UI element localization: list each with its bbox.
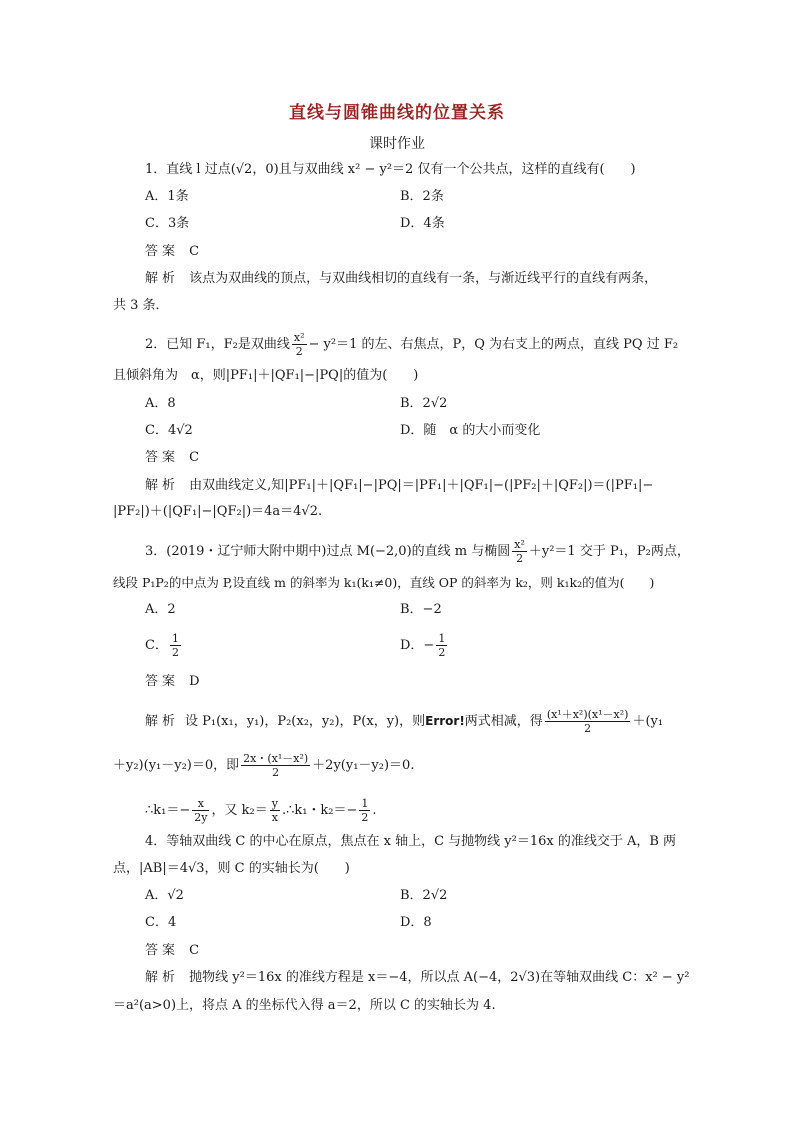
option-fraction bbox=[170, 632, 181, 659]
frac-numerator: (x¹＋x²)(x¹－x²) bbox=[546, 708, 629, 721]
q1-option-a: A．1条 bbox=[145, 189, 189, 204]
q1-option-d: D．4条 bbox=[400, 216, 445, 231]
explanation-label: 解析 bbox=[145, 970, 180, 985]
q3-stem-line2: 线段 P₁P₂的中点为 P,设直线 m 的斜率为 k₁(k₁≠0)，直线 OP 的斜率为 k₂，则 k₁k₂的值为( ) bbox=[113, 575, 655, 590]
frac-denominator: 2 bbox=[295, 345, 303, 358]
q1-explanation-line2: 共 3 条． bbox=[113, 298, 169, 313]
option-fraction bbox=[436, 632, 447, 659]
explanation-text: .∴k₁・k₂＝− bbox=[281, 803, 358, 818]
q3-stem-line1 bbox=[145, 538, 690, 565]
q4-option-b: B．2√2 bbox=[400, 888, 448, 903]
explanation-fraction bbox=[241, 752, 310, 779]
q4-explanation-line1 bbox=[145, 968, 689, 988]
explanation-text: ＋y₂)(y₁－y₂)＝0，即 bbox=[113, 758, 240, 773]
frac-numerator: x² bbox=[293, 331, 305, 344]
frac-numerator: 1 bbox=[361, 797, 369, 810]
q3-option-b: B．−2 bbox=[400, 602, 442, 617]
answer-value: C bbox=[189, 244, 200, 259]
answer-label: 答案 bbox=[145, 244, 180, 259]
answer-label: 答案 bbox=[145, 450, 180, 465]
q3-explanation-line2 bbox=[113, 752, 414, 779]
q2-stem-line2: 且倾斜角为 α，则|PF₁|＋|QF₁|−|PQ|的值为( ) bbox=[113, 368, 419, 383]
frac-denominator: 2y bbox=[194, 811, 208, 824]
error-text: Error! bbox=[425, 714, 465, 728]
q4-stem-line1: 4．等轴双曲线 C 的中心在原点，焦点在 x 轴上，C 与抛物线 y²＝16x 的准线交于 A，B 两 bbox=[145, 834, 677, 849]
explanation-fraction bbox=[359, 797, 370, 824]
answer-label: 答案 bbox=[145, 943, 180, 958]
explanation-text: 由双曲线定义,知|PF₁|＋|QF₁|−|PQ|＝|PF₁|＋|QF₁|−(|PF₂|＋|QF₂|)＝(|PF₁|− bbox=[189, 478, 654, 493]
q4-option-c: C．4 bbox=[145, 915, 177, 930]
answer-label: 答案 bbox=[145, 674, 180, 689]
option-letter: D．− bbox=[400, 638, 435, 653]
frac-numerator: 1 bbox=[171, 632, 179, 645]
explanation-fraction bbox=[270, 797, 280, 824]
q2-option-c: C．4√2 bbox=[145, 423, 193, 438]
q2-explanation-line1 bbox=[145, 476, 653, 496]
option-letter: C． bbox=[145, 638, 168, 653]
frac-numerator: 1 bbox=[438, 632, 446, 645]
explanation-text: ＋2y(y₁－y₂)＝0. bbox=[312, 758, 415, 773]
page-subtitle: 课时作业 bbox=[369, 136, 425, 152]
q3-fraction bbox=[512, 538, 527, 565]
page-title: 直线与圆锥曲线的位置关系 bbox=[289, 103, 505, 123]
explanation-fraction bbox=[192, 797, 209, 824]
explanation-label: 解析 bbox=[145, 478, 180, 493]
frac-numerator: 2x・(x¹－x²) bbox=[243, 752, 309, 765]
q1-option-b: B．2条 bbox=[400, 189, 444, 204]
answer-value: D bbox=[189, 674, 200, 689]
explanation-text: ＋(y₁ bbox=[632, 714, 664, 729]
q3-explanation-line3 bbox=[145, 797, 377, 824]
frac-denominator: 2 bbox=[171, 646, 179, 659]
frac-denominator: x bbox=[271, 811, 278, 824]
q4-option-a: A．√2 bbox=[145, 888, 184, 903]
q2-fraction bbox=[292, 331, 307, 358]
answer-value: C bbox=[189, 943, 200, 958]
explanation-text: 设 P₁(x₁，y₁)，P₂(x₂，y₂)，P(x，y)，则 bbox=[185, 714, 426, 729]
q2-option-b: B．2√2 bbox=[400, 396, 448, 411]
q4-stem-line2: 点，|AB|＝4√3，则 C 的实轴长为( ) bbox=[113, 861, 350, 876]
q2-stem-line1 bbox=[145, 331, 678, 358]
q3-option-a: A．2 bbox=[145, 602, 176, 617]
explanation-fraction bbox=[545, 708, 631, 735]
q1-stem: 1．直线 l 过点(√2，0)且与双曲线 x² − y²＝2 仅有一个公共点，这样的直线有( ) bbox=[145, 162, 636, 177]
explanation-text: 抛物线 y²＝16x 的准线方程是 x＝−4，所以点 A(−4，2√3)在等轴双曲线 C：x² − y² bbox=[189, 970, 690, 985]
q1-answer bbox=[145, 242, 199, 262]
q4-option-d: D．8 bbox=[400, 915, 432, 930]
explanation-label: 解析 bbox=[145, 714, 180, 729]
q4-answer bbox=[145, 941, 199, 961]
q4-explanation-line2: ＝a²(a>0)上，将点 A 的坐标代入得 a＝2，所以 C 的实轴长为 4. bbox=[113, 998, 496, 1013]
q3-answer bbox=[145, 672, 200, 692]
explanation-text: . bbox=[372, 803, 377, 818]
q2-explanation-line2: |PF₂|)＋(|QF₁|−|QF₂|)＝4a＝4√2. bbox=[113, 504, 323, 519]
frac-numerator: x² bbox=[514, 538, 525, 551]
q1-explanation-line1 bbox=[145, 269, 657, 289]
explanation-label: 解析 bbox=[145, 271, 180, 286]
frac-denominator: 2 bbox=[438, 646, 446, 659]
frac-denominator: 2 bbox=[272, 766, 280, 779]
frac-denominator: 2 bbox=[361, 811, 369, 824]
explanation-text: 两式相减，得 bbox=[464, 714, 543, 729]
q2-stem-end: − y²＝1 的左、右焦点，P，Q 为右支上的两点，直线 PQ 过 F₂ bbox=[308, 337, 679, 352]
q3-stem-end: ＋y²＝1 交于 P₁，P₂两点， bbox=[528, 544, 690, 559]
q2-answer bbox=[145, 448, 199, 468]
q2-stem-start: 2．已知 F₁，F₂是双曲线 bbox=[145, 337, 290, 352]
q2-option-a: A．8 bbox=[145, 396, 176, 411]
q2-option-d: D．随 α 的大小而变化 bbox=[400, 423, 541, 438]
q3-stem-start: 3．(2019・辽宁师大附中期中)过点 M(−2,0)的直线 m 与椭圆 bbox=[145, 544, 511, 559]
frac-numerator: x bbox=[192, 797, 209, 811]
explanation-text: 该点为双曲线的顶点，与双曲线相切的直线有一条，与渐近线平行的直线有两条， bbox=[189, 271, 658, 286]
answer-value: C bbox=[189, 450, 200, 465]
frac-denominator: 2 bbox=[584, 722, 592, 735]
q3-option-d bbox=[400, 632, 449, 659]
explanation-text: ，又 k₂＝ bbox=[211, 803, 268, 818]
q1-option-c: C．3条 bbox=[145, 216, 190, 231]
frac-denominator: 2 bbox=[516, 552, 524, 565]
q3-explanation-line1 bbox=[145, 708, 663, 735]
frac-numerator: y bbox=[271, 797, 278, 810]
explanation-text: ∴k₁＝− bbox=[145, 803, 191, 818]
q3-option-c bbox=[145, 632, 183, 659]
